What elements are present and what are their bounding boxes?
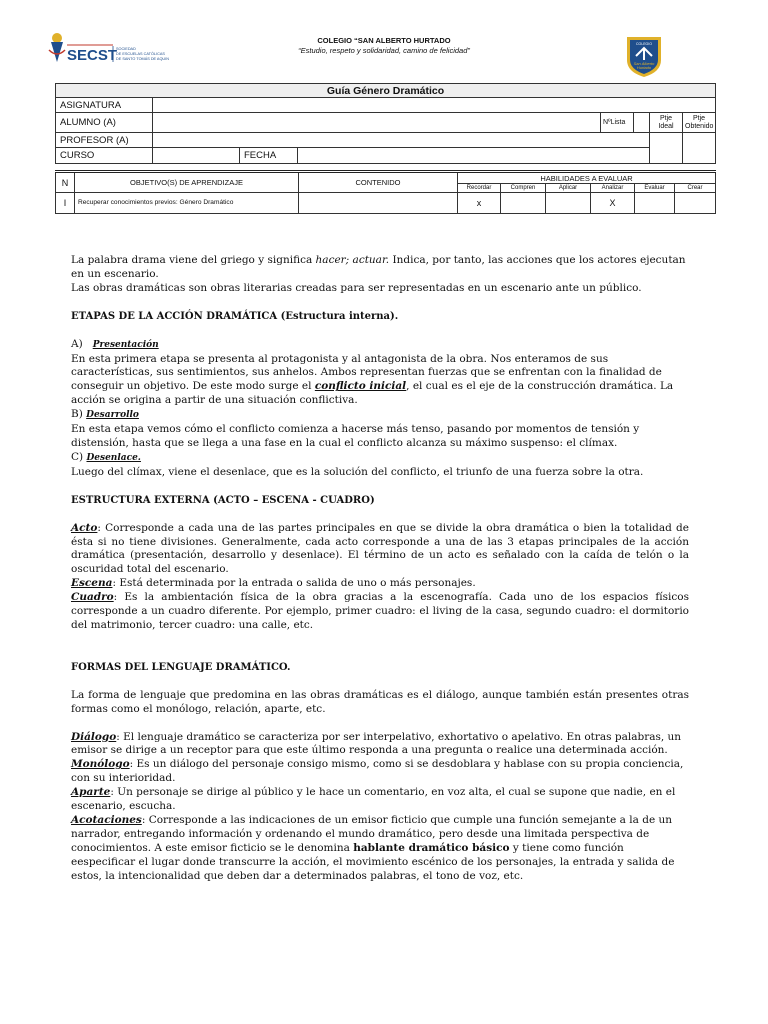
stage-c-label [71,451,689,466]
asignatura-field[interactable] [153,98,716,113]
student-info-table [55,83,716,164]
shield-text-1: COLEGIO [636,42,652,46]
intro-paragraph-1 [71,254,689,282]
profesor-field[interactable] [153,133,650,148]
stage-a-text [71,353,689,409]
stage-b-title: Desarrollo [86,410,139,421]
label-alumno: ALUMNO (A) [56,113,153,133]
intro1-a: La palabra drama viene del griego y significa [71,254,316,266]
escena-paragraph [71,577,689,591]
logo-left-sub-3: DE SANTO TOMÁS DE AQUINO [116,57,169,61]
school-shield-logo [624,34,664,78]
school-motto: “Estudio, respeto y solidaridad, camino de felicidad” [298,46,470,55]
ptje-ideal-field[interactable] [650,133,683,164]
skill-evaluar: Evaluar [635,184,675,193]
label-asignatura: ASIGNATURA [56,98,153,113]
cuadro-paragraph [71,591,689,633]
mark-evaluar[interactable] [635,193,675,214]
row-objetivo: Recuperar conocimientos previos: Género Dramático [75,193,299,214]
stage-c-text: Luego del clímax, viene el desenlace, que es la solución del conflicto, el triunfo de una fuerza sobre la otra. [71,465,644,478]
acotaciones-text-2: y tiene como función eespecificar el lugar donde transcurre la acción, el movimiento escénico de los personajes, la entrada y salida de estos, la intencionalidad que deben dar a determinados palabras, el tono de voz, etc. [71,841,675,882]
monologo-term: Monólogo [71,758,130,771]
etapas-heading: ETAPAS DE LA ACCIÓN DRAMÁTICA (Estructura interna). [71,310,399,322]
stage-c-title: Desenlace. [86,452,141,463]
shield-text-3: Hurtado [636,65,652,70]
skill-analizar: Analizar [591,184,635,193]
conflicto-inicial-term: conflicto inicial [314,380,407,393]
col-contenido: CONTENIDO [299,172,458,193]
formas-heading: FORMAS DEL LENGUAJE DRAMÁTICO. [71,661,291,673]
externa-heading: ESTRUCTURA EXTERNA (ACTO – ESCENA - CUADRO) [71,494,375,506]
guide-content [71,254,689,884]
mark-aplicar[interactable] [546,193,591,214]
stage-c-prefix: C) [71,450,84,463]
school-name: COLEGIO “SAN ALBERTO HURTADO [317,36,451,45]
logo-left-text: SECST [67,47,118,64]
label-profesor: PROFESOR (A) [56,133,153,148]
cuadro-term: Cuadro [71,591,114,604]
stage-a-label [71,338,689,353]
fecha-field[interactable] [298,148,650,164]
acto-text: : Corresponde a cada una de las partes principales en que se divide la obra dramática o bien la totalidad de ésta si no tiene divisiones. Generalmente, cada acto corresponde a una de las 3 etapas principales de la acción dramática (presentación, desarrollo y desenlace). El término de un acto es señalado con la caída de telón o la oscuridad total del escenario. [71,521,689,576]
aparte-term: Aparte [71,786,111,799]
cuadro-text: : Es la ambientación física de la obra gracias a la escenografía. Cada uno de los espacios físicos corresponde a un cuadro diferente. Por ejemplo, primer cuadro: el living de la casa, segundo cuadro: el dormitorio del matrimonio, tercer cuadro: una calle, etc. [71,591,689,631]
secst-logo [47,28,169,68]
mark-analizar[interactable]: X [591,193,635,214]
col-objetivo: OBJETIVO(S) DE APRENDIZAJE [75,172,299,193]
label-ptje-obtenido: Ptje Obtenido [683,113,716,133]
skill-comprender: Compren [501,184,546,193]
hablante-dramatico-term: hablante dramático básico [353,841,510,854]
mark-crear[interactable] [675,193,716,214]
curso-field[interactable] [153,148,240,164]
guide-title: Guía Género Dramático [56,84,716,98]
alumno-field[interactable] [153,113,601,133]
label-ptje-ideal: Ptje Ideal [650,113,683,133]
label-fecha: FECHA [240,148,298,164]
row-contenido[interactable] [299,193,458,214]
ptje-obtenido-field[interactable] [683,133,716,164]
mark-comprender[interactable] [501,193,546,214]
stage-b-label [71,408,689,423]
dialogo-paragraph [71,731,689,759]
stage-a-text-1: En esta primera etapa se presenta al protagonista y al antagonista de la obra. Nos enteramos de sus características, sus sentimientos, sus anhelos. Ambos representan fuerzas que se enfrentan con la finalidad de conseguir un objetivo. De este modo surge el [71,352,662,393]
logo-left-sub-1: SOCIEDAD [116,47,136,51]
stage-a-text-2: , el cual es el eje de la construcción dramática. La acción se origina a partir de una situación conflictiva. [71,380,674,407]
nlista-field[interactable] [634,113,650,133]
stage-a-title: Presentación [92,339,159,350]
label-nlista: NºLista [601,113,634,133]
aparte-text: : Un personaje se dirige al público y le hace un comentario, en voz alta, el cual se supone que nadie, en el escenario, escucha. [71,786,676,813]
dialogo-term: Diálogo [71,730,117,743]
skill-aplicar: Aplicar [546,184,591,193]
stage-b-prefix: B) [71,408,83,421]
monologo-paragraph [71,758,689,786]
info-table [55,83,715,214]
acto-term: Acto [71,521,98,534]
logo-left-sub-2: DE ESCUELAS CATÓLICAS [116,52,165,56]
aparte-paragraph [71,786,689,814]
monologo-text: : Es un diálogo del personaje consigo mismo, como si se desdoblara y hablase con su propia conciencia, con su interioridad. [71,758,684,785]
acotaciones-text-1: : Corresponde a las indicaciones de un emisor ficticio que cumple una función semejante a la de un narrador, entregando información y ordenando el mundo dramático, pero desde una limitada perspectiva de conocimientos. A este emisor ficticio se le denomina [71,814,673,854]
intro1-c: Indica, por tanto, las acciones que los actores ejecutan en un escenario. [71,254,686,280]
stage-a-prefix: A) [71,337,83,350]
escena-term: Escena [71,577,113,590]
col-n: N [56,172,75,193]
acotaciones-paragraph [71,814,689,884]
escena-text: : Está determinada por la entrada o salida de uno o más personajes. [112,577,476,590]
formas-intro: La forma de lenguaje que predomina en las obras dramáticas es el diálogo, aunque también están presentes otras formas como el monólogo, relación, aparte, etc. [71,688,689,715]
shield-text-2: San Alberto [633,61,655,66]
label-curso: CURSO [56,148,153,164]
acto-paragraph [71,522,689,578]
skill-crear: Crear [675,184,716,193]
mark-recordar[interactable]: x [458,193,501,214]
intro-paragraph-2: Las obras dramáticas son obras literarias creadas para ser representadas en un escenario ante un público. [71,281,642,294]
col-habilidades: HABILIDADES A EVALUAR [458,172,716,184]
skill-recordar: Recordar [458,184,501,193]
stage-b-text: En esta etapa vemos cómo el conflicto comienza a hacerse más tenso, pasando por momentos de tensión y distensión, hasta que se llega a una fase en la cual el conflicto alcanza su máximo suspenso: el clímax. [71,423,640,449]
intro1-b: hacer; actuar. [315,254,390,266]
acotaciones-term: Acotaciones [71,814,142,826]
row-n: I [56,193,75,214]
dialogo-text: : El lenguaje dramático se caracteriza por ser interpelativo, exhortativo o apelativo. En otras palabras, un emisor se dirige a un receptor para que este último responda a una pregunta o realice una determinada acción. [71,730,682,757]
objectives-table [55,170,716,214]
